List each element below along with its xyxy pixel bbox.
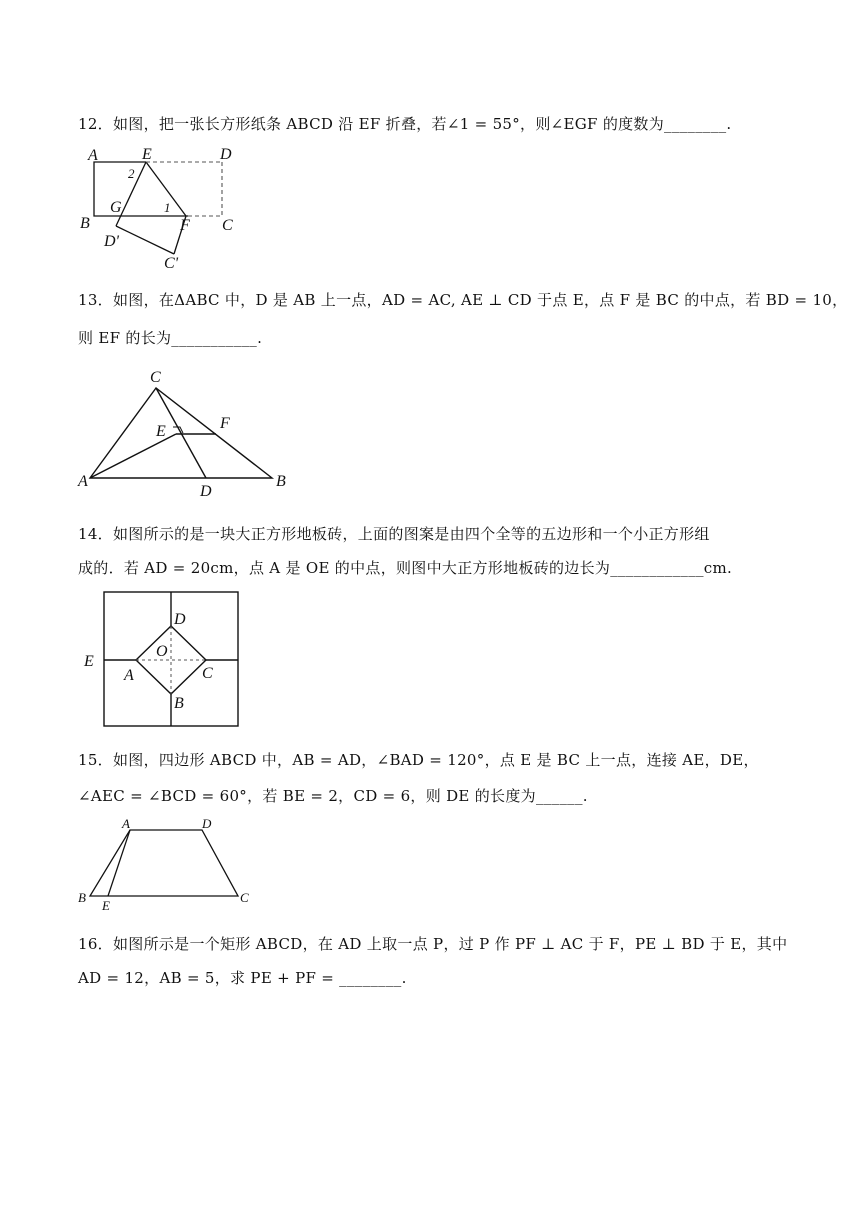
fig14-label-A: A <box>124 667 134 684</box>
fig14-label-C: C <box>202 665 213 682</box>
fig12-label-2: 2 <box>128 166 135 181</box>
fig13-label-F: F <box>220 415 230 432</box>
fig12-label-A: A <box>88 147 98 164</box>
problem-15-text-1: 15．如图，四边形 ABCD 中，AB = AD，∠BAD = 120°，点 E 是 BC 上一点，连接 AE，DE， <box>78 751 759 769</box>
problem-13-text-1: 13．如图，在ΔABC 中，D 是 AB 上一点，AD = AC, AE ⊥ CD 于点 E，点 F 是 BC 的中点，若 BD = 10， <box>78 291 848 309</box>
problem-12-text: 12．如图，把一张长方形纸条 ABCD 沿 EF 折叠，若∠1 = 55°，则∠EGF 的度数为________. <box>78 115 732 133</box>
fig14-label-D: D <box>174 611 186 628</box>
problem-15-figure <box>76 812 276 916</box>
fig12-label-D: D <box>220 146 232 163</box>
fig15-label-D: D <box>202 816 212 831</box>
problem-12-figure <box>76 142 246 274</box>
fig12-label-E: E <box>142 146 152 163</box>
problem-14-figure <box>80 588 250 732</box>
fig14-label-O: O <box>156 643 168 660</box>
fig13-label-C: C <box>150 369 161 386</box>
fig12-label-Cprime: C' <box>164 255 179 272</box>
fig13-label-B: B <box>276 473 286 490</box>
fig15-label-A: A <box>122 816 130 831</box>
fig15-label-C: C <box>240 890 249 905</box>
problem-16-text-1: 16．如图所示是一个矩形 ABCD，在 AD 上取一点 P，过 P 作 PF ⊥ AC 于 F，PE ⊥ BD 于 E，其中 <box>78 935 788 953</box>
problem-13-figure <box>76 364 296 500</box>
problem-14-text-2: 成的．若 AD = 20cm，点 A 是 OE 的中点，则图中大正方形地板砖的边长为____________cm. <box>78 559 733 577</box>
fig12-label-C: C <box>222 217 233 234</box>
fig13-label-E: E <box>156 423 166 440</box>
fig12-label-F: F <box>180 217 190 234</box>
fig15-label-B: B <box>78 890 86 905</box>
fig12-label-G: G <box>110 199 122 216</box>
problem-13-text-2: 则 EF 的长为___________. <box>78 329 263 347</box>
problem-14-text-1: 14．如图所示的是一块大正方形地板砖，上面的图案是由四个全等的五边形和一个小正方形组 <box>78 525 710 543</box>
problem-15-text-2: ∠AEC = ∠BCD = 60°，若 BE = 2，CD = 6，则 DE 的长度为______. <box>78 787 588 805</box>
fig12-label-Dprime: D' <box>104 233 119 250</box>
fig14-label-E: E <box>84 653 94 670</box>
problem-16-text-2: AD = 12，AB = 5，求 PE + PF = ________. <box>78 969 407 987</box>
fig13-label-A: A <box>78 473 88 490</box>
fig12-label-1: 1 <box>164 200 171 215</box>
fig14-label-B: B <box>174 695 184 712</box>
fig13-label-D: D <box>200 483 212 500</box>
fig15-label-E: E <box>102 898 110 913</box>
fig12-label-B: B <box>80 215 90 232</box>
